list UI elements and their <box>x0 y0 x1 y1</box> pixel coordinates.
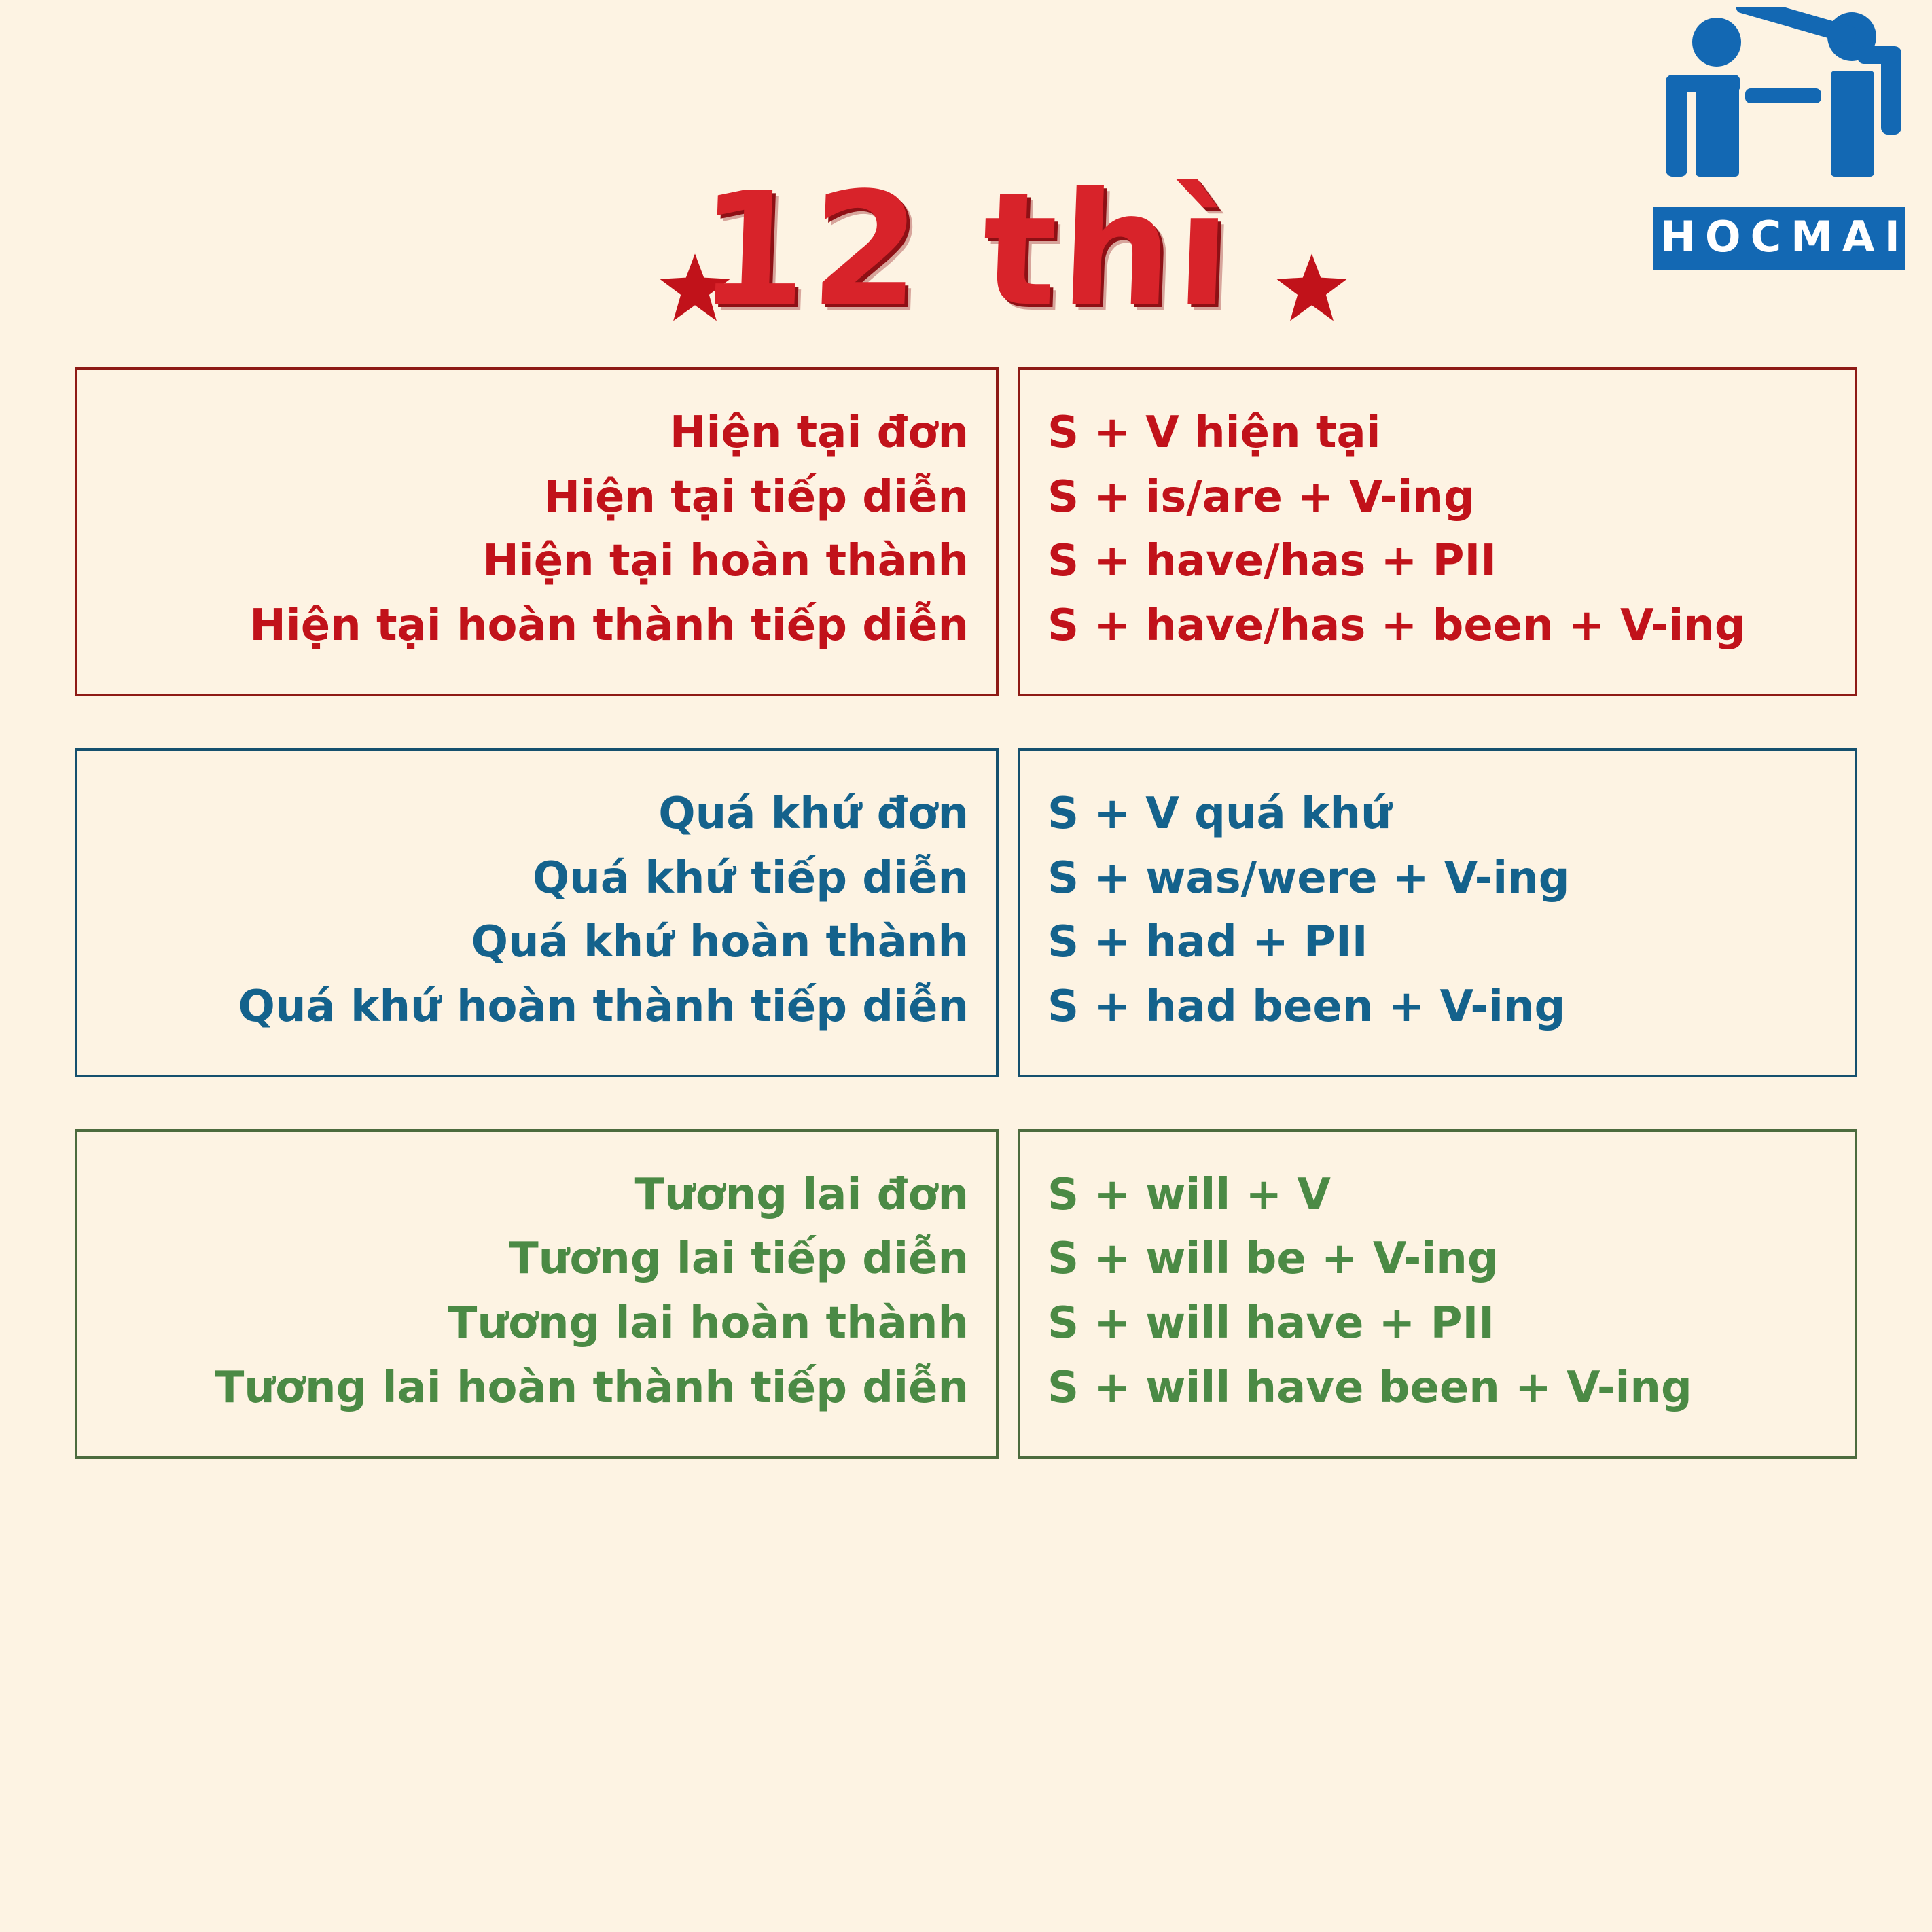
tense-formula: S + will be + V-ing <box>1048 1234 1499 1285</box>
tense-block-present <box>75 367 1857 696</box>
tense-names-panel-past <box>75 748 999 1077</box>
tense-formula: S + will have + PII <box>1048 1298 1495 1349</box>
header <box>0 0 1932 340</box>
tense-name: Hiện tại hoàn thành tiếp diễn <box>249 601 969 651</box>
tense-block-past <box>75 748 1857 1077</box>
hocmai-wordmark: HOCMAI <box>1653 207 1905 270</box>
tense-blocks <box>0 367 1932 1510</box>
tense-formula: S + V quá khứ <box>1048 788 1392 839</box>
tense-formula: S + was/were + V-ing <box>1048 853 1570 904</box>
tense-name: Quá khứ tiếp diễn <box>532 853 969 904</box>
tense-names-panel-present <box>75 367 999 696</box>
tense-name: Tương lai tiếp diễn <box>509 1234 969 1285</box>
tense-names-panel-future <box>75 1129 999 1459</box>
tense-block-future <box>75 1129 1857 1459</box>
tense-formula: S + is/are + V-ing <box>1048 471 1475 522</box>
tense-formula: S + will have been + V-ing <box>1048 1362 1692 1413</box>
tense-name: Tương lai hoàn thành <box>447 1298 969 1349</box>
tense-name: Hiện tại tiếp diễn <box>543 471 969 522</box>
tense-formula: S + have/has + PII <box>1048 536 1497 587</box>
hocmai-figures-icon <box>1653 7 1905 204</box>
tense-formula: S + V hiện tại <box>1048 408 1381 458</box>
tense-formula: S + had been + V-ing <box>1048 982 1566 1033</box>
tense-formula: S + will + V <box>1048 1169 1331 1220</box>
tense-name: Tương lai đơn <box>634 1169 969 1220</box>
tense-formulas-panel-future <box>1018 1129 1857 1459</box>
hocmai-logo <box>1653 7 1910 279</box>
tense-formulas-panel-present <box>1018 367 1857 696</box>
tense-formula: S + have/has + been + V-ing <box>1048 601 1746 651</box>
page-title: 12 thì <box>695 160 1238 342</box>
tense-formula: S + had + PII <box>1048 917 1368 968</box>
tense-name: Hiện tại hoàn thành <box>482 536 969 587</box>
tense-name: Quá khứ đơn <box>658 788 969 839</box>
tense-name: Tương lai hoàn thành tiếp diễn <box>214 1362 969 1413</box>
tense-name: Quá khứ hoàn thành tiếp diễn <box>238 982 969 1033</box>
tense-name: Hiện tại đơn <box>669 408 969 458</box>
tense-name: Quá khứ hoàn thành <box>471 917 969 968</box>
tense-formulas-panel-past <box>1018 748 1857 1077</box>
